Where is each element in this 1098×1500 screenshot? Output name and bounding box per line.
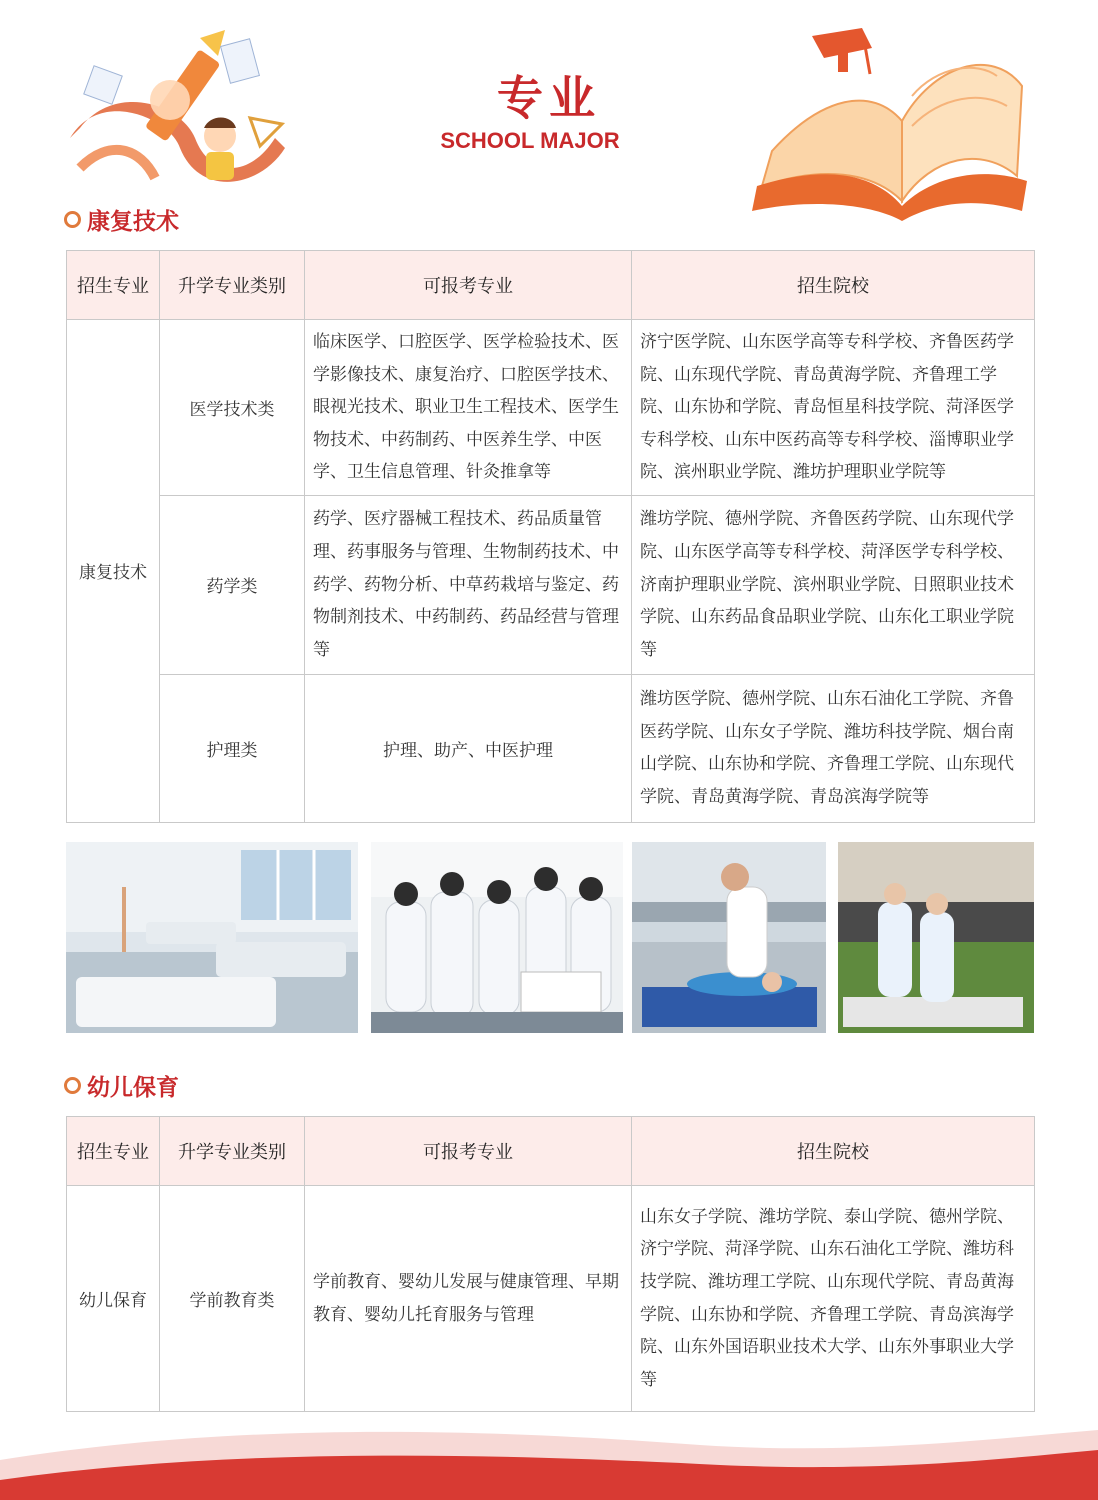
category-cell: 药学类 bbox=[160, 495, 305, 674]
outdoor-demo-photo bbox=[838, 842, 1034, 1033]
childcare-major-table bbox=[66, 1116, 1035, 1412]
header-schools: 招生院校 bbox=[632, 251, 1035, 320]
table-header-row bbox=[67, 251, 1035, 320]
page-title: 专业 bbox=[497, 71, 601, 125]
header-enroll-major: 招生专业 bbox=[67, 1117, 160, 1186]
header-available-majors: 可报考专业 bbox=[305, 1117, 632, 1186]
table-row bbox=[67, 674, 1035, 822]
photo-strip bbox=[66, 842, 1034, 1033]
page-subtitle: SCHOOL MAJOR bbox=[440, 128, 620, 153]
schools-cell: 山东女子学院、潍坊学院、泰山学院、德州学院、济宁学院、菏泽学院、山东石油化工学院、潍坊科技学院、潍坊理工学院、山东现代学院、青岛黄海学院、山东协和学院、齐鲁理工学院、青岛滨海学院、山东外国语职业技术大学、山东外事职业大学等 bbox=[632, 1186, 1035, 1412]
table-row bbox=[67, 320, 1035, 496]
section-title-label: 康复技术 bbox=[87, 209, 179, 235]
header-schools: 招生院校 bbox=[632, 1117, 1035, 1186]
majors-cell: 临床医学、口腔医学、医学检验技术、医学影像技术、康复治疗、口腔医学技术、眼视光技术、职业卫生工程技术、医学生物技术、中药制药、中医养生学、中医学、卫生信息管理、针灸推拿等 bbox=[305, 320, 632, 496]
section-title-rehab bbox=[64, 203, 179, 236]
section-title-label: 幼儿保育 bbox=[87, 1075, 179, 1101]
header-category: 升学专业类别 bbox=[160, 251, 305, 320]
circle-bullet-icon bbox=[64, 1077, 81, 1094]
table-header-row bbox=[67, 1117, 1035, 1186]
students-lab-photo bbox=[371, 842, 623, 1033]
header-available-majors: 可报考专业 bbox=[305, 251, 632, 320]
header-category: 升学专业类别 bbox=[160, 1117, 305, 1186]
section-title-childcare bbox=[64, 1069, 179, 1102]
schools-cell: 潍坊医学院、德州学院、山东石油化工学院、齐鲁医药学院、山东女子学院、潍坊科技学院、烟台南山学院、山东协和学院、齐鲁理工学院、山东现代学院、青岛黄海学院、青岛滨海学院等 bbox=[632, 674, 1035, 822]
ward-beds-photo bbox=[66, 842, 358, 1033]
category-cell: 医学技术类 bbox=[160, 320, 305, 496]
majors-cell: 药学、医疗器械工程技术、药品质量管理、药事服务与管理、生物制药技术、中药学、药物分析、中草药栽培与鉴定、药物制剂技术、中药制药、药品经营与管理等 bbox=[305, 495, 632, 674]
table-row bbox=[67, 1186, 1035, 1412]
enroll-major-cell: 康复技术 bbox=[67, 320, 160, 823]
schools-cell: 潍坊学院、德州学院、齐鲁医药学院、山东现代学院、山东医学高等专科学校、菏泽医学专科学校、济南护理职业学院、滨州职业学院、日照职业技术学院、山东药品食品职业学院、山东化工职业学院等 bbox=[632, 495, 1035, 674]
majors-cell: 护理、助产、中医护理 bbox=[305, 674, 632, 822]
category-cell: 学前教育类 bbox=[160, 1186, 305, 1412]
cpr-training-photo bbox=[632, 842, 826, 1033]
enroll-major-cell: 幼儿保育 bbox=[67, 1186, 160, 1412]
footer-wave-decoration bbox=[0, 1400, 1098, 1500]
category-cell: 护理类 bbox=[160, 674, 305, 822]
majors-cell: 学前教育、婴幼儿发展与健康管理、早期教育、婴幼儿托育服务与管理 bbox=[305, 1186, 632, 1412]
schools-cell: 济宁医学院、山东医学高等专科学校、齐鲁医药学院、山东现代学院、青岛黄海学院、齐鲁理工学院、山东协和学院、青岛恒星科技学院、菏泽医学专科学校、山东中医药高等专科学校、淄博职业学院、滨州职业学院、潍坊护理职业学院等 bbox=[632, 320, 1035, 496]
header-enroll-major: 招生专业 bbox=[67, 251, 160, 320]
circle-bullet-icon bbox=[64, 211, 81, 228]
table-row bbox=[67, 495, 1035, 674]
rehab-major-table bbox=[66, 250, 1035, 823]
